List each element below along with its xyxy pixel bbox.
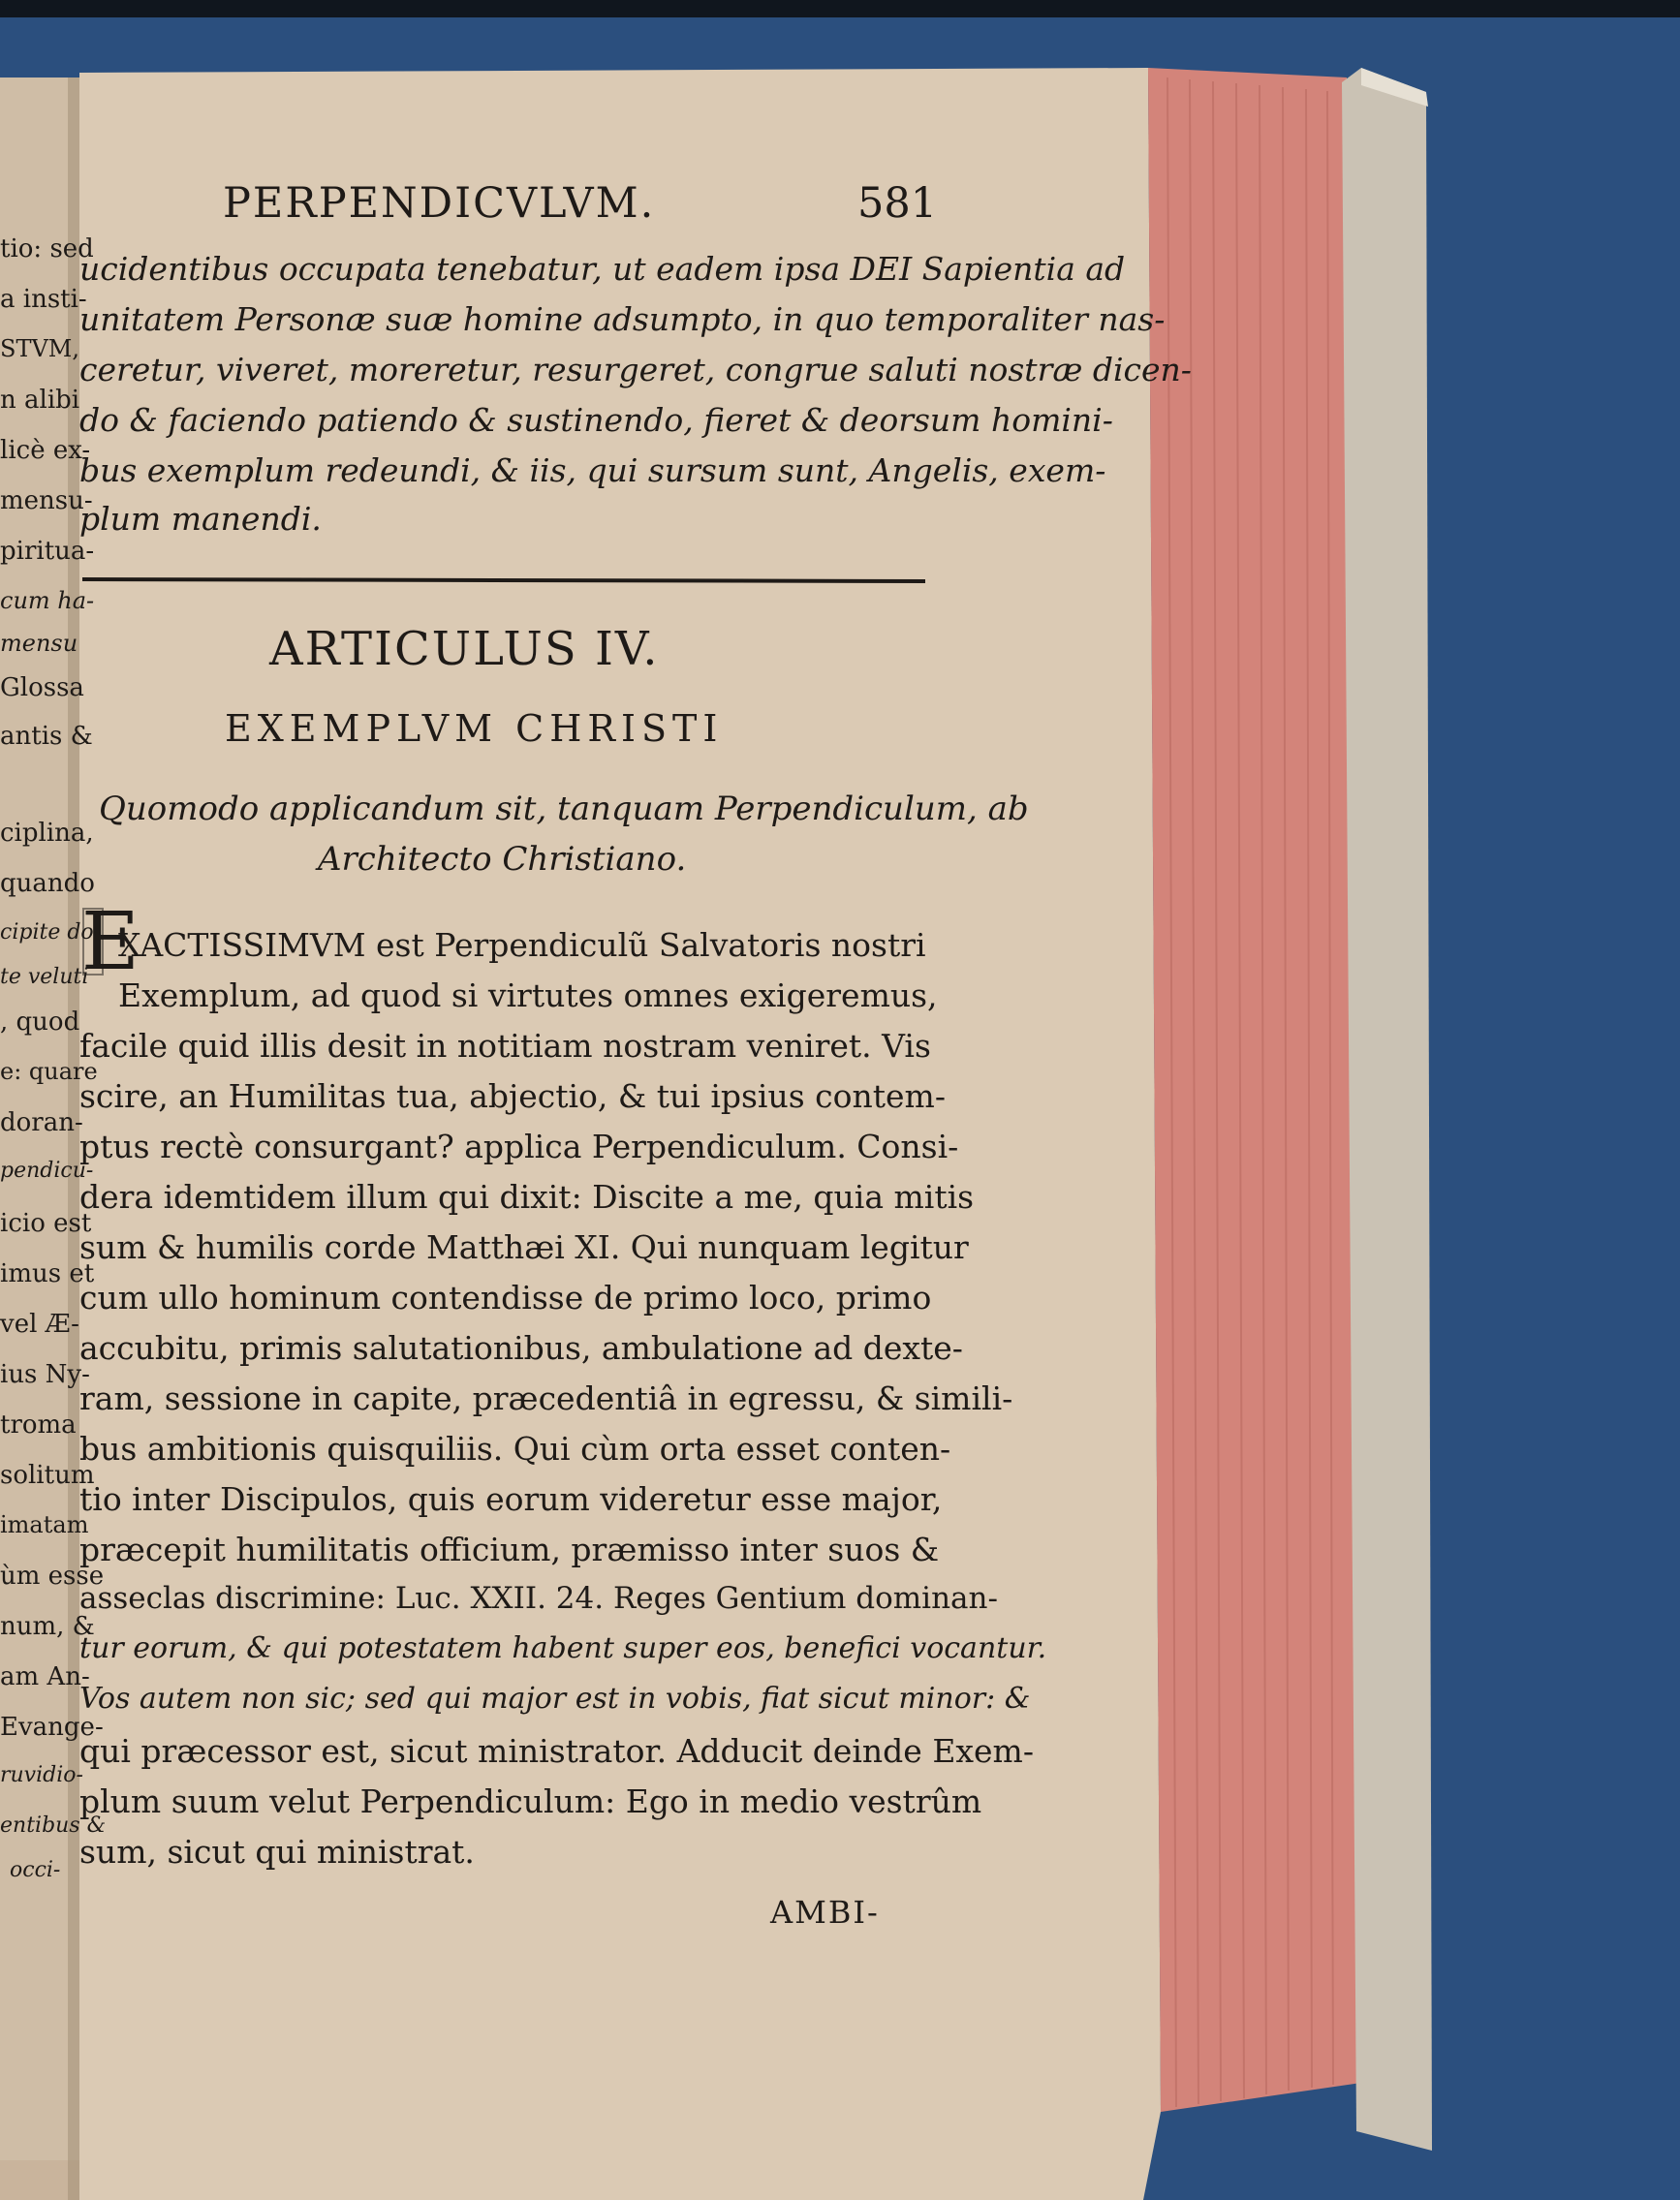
text-fragment: entibus & <box>0 1813 107 1838</box>
text-line: ucidentibus occupata tenebatur, ut eadem ipsa DEI Sapientia ad <box>79 250 1126 288</box>
text-line: facile quid illis desit in notitiam nostram veniret. Vis <box>79 1027 931 1065</box>
drop-initial: E <box>81 896 140 988</box>
article-subtitle: Quomodo applicandum sit, tanquam Perpendiculum, ab <box>99 790 1029 828</box>
text-line: Vos autem non sic; sed qui major est in vobis, fiat sicut minor: & <box>79 1682 1031 1716</box>
text-line: Exemplum, ad quod si virtutes omnes exigeremus, <box>118 976 938 1014</box>
text-fragment: occi- <box>10 1858 61 1882</box>
article-subtitle: Architecto Christiano. <box>318 840 687 879</box>
text-line: asseclas discrimine: Luc. XXII. 24. Reges Gentium dominan- <box>79 1581 998 1616</box>
left-page-text <box>0 0 107 2200</box>
page-number: 581 <box>857 179 938 228</box>
text-line: ptus rectè consurgant? applica Perpendiculum. Consi- <box>79 1128 959 1165</box>
text-fragment: ciplina, <box>0 819 94 848</box>
running-title: PERPENDICVLVM. <box>223 179 656 228</box>
text-fragment: mensu <box>0 630 78 657</box>
text-fragment: solitum <box>0 1461 95 1490</box>
text-fragment: num, & <box>0 1612 95 1641</box>
section-divider <box>82 579 925 581</box>
text-line: scire, an Humilitas tua, abjectio, & tui ipsius contem- <box>79 1077 946 1115</box>
text-line: præcepit humilitatis officium, præmisso inter suos & <box>79 1531 940 1568</box>
text-fragment: Glossa <box>0 673 84 702</box>
text-fragment: antis & <box>0 722 93 751</box>
text-line: cum ullo hominum contendisse de primo loco, primo <box>79 1279 932 1317</box>
text-fragment: , quod <box>0 1007 80 1037</box>
text-line: XACTISSIMVM est Perpendiculũ Salvatoris nostri <box>118 926 926 964</box>
text-line: plum manendi. <box>79 500 322 538</box>
text-line: sum & humilis corde Matthæi XI. Qui nunquam legitur <box>79 1228 969 1266</box>
text-fragment: cum ha- <box>0 587 95 614</box>
text-fragment: ruvidio- <box>0 1763 83 1787</box>
text-line: sum, sicut qui ministrat. <box>79 1833 475 1871</box>
text-line: dera idemtidem illum qui dixit: Discite a me, quia mitis <box>79 1178 975 1216</box>
text-line: plum suum velut Perpendiculum: Ego in medio vestrûm <box>79 1782 982 1820</box>
text-line: tur eorum, & qui potestatem habent super eos, benefici vocantur. <box>79 1631 1047 1665</box>
text-fragment: licè ex- <box>0 436 91 465</box>
article-heading: ARTICULUS IV. <box>269 622 660 676</box>
text-fragment: mensu- <box>0 486 93 515</box>
text-line: tio inter Discipulos, quis eorum videretur esse major, <box>79 1480 943 1518</box>
text-fragment: cipite do- <box>0 920 102 945</box>
book-cover <box>1342 68 1432 2151</box>
text-line: ceretur, viveret, moreretur, resurgeret, congrue saluti nostræ dicen- <box>79 351 1192 388</box>
text-line: bus exemplum redeundi, & iis, qui sursum sunt, Angelis, exem- <box>79 451 1106 489</box>
text-fragment: piritua- <box>0 537 95 566</box>
text-fragment: ius Ny- <box>0 1360 90 1389</box>
text-fragment: STVM, <box>0 335 79 362</box>
text-fragment: imus et <box>0 1259 95 1288</box>
text-fragment: a insti- <box>0 285 87 314</box>
text-line: bus ambitionis quisquiliis. Qui cùm orta esset conten- <box>79 1430 951 1468</box>
text-fragment: imatam <box>0 1511 89 1538</box>
text-fragment: quando <box>0 869 95 898</box>
text-fragment: troma <box>0 1410 77 1440</box>
text-fragment: icio est <box>0 1209 92 1238</box>
article-title: EXEMPLVM CHRISTI <box>225 707 724 750</box>
text-fragment: Evange- <box>0 1713 104 1742</box>
text-line: unitatem Personæ suæ homine adsumpto, in quo temporaliter nas- <box>79 300 1166 338</box>
text-fragment: am An- <box>0 1662 90 1691</box>
text-fragment: n alibi <box>0 386 80 415</box>
text-fragment: vel Æ- <box>0 1310 79 1339</box>
text-fragment: ùm esse <box>0 1562 105 1591</box>
text-fragment: e: quare <box>0 1058 98 1085</box>
text-line: ram, sessione in capite, præcedentiâ in egressu, & simili- <box>79 1379 1013 1417</box>
catchword: AMBI- <box>770 1894 880 1931</box>
text-line: qui præcessor est, sicut ministrator. Adducit deinde Exem- <box>79 1732 1034 1770</box>
text-fragment: doran- <box>0 1108 83 1137</box>
text-line: do & faciendo patiendo & sustinendo, fieret & deorsum homini- <box>79 401 1113 439</box>
text-fragment: te veluti <box>0 965 89 989</box>
text-fragment: pendicu- <box>0 1159 94 1183</box>
text-fragment: tio: sed <box>0 234 94 263</box>
text-line: accubitu, primis salutationibus, ambulatione ad dexte- <box>79 1329 963 1367</box>
